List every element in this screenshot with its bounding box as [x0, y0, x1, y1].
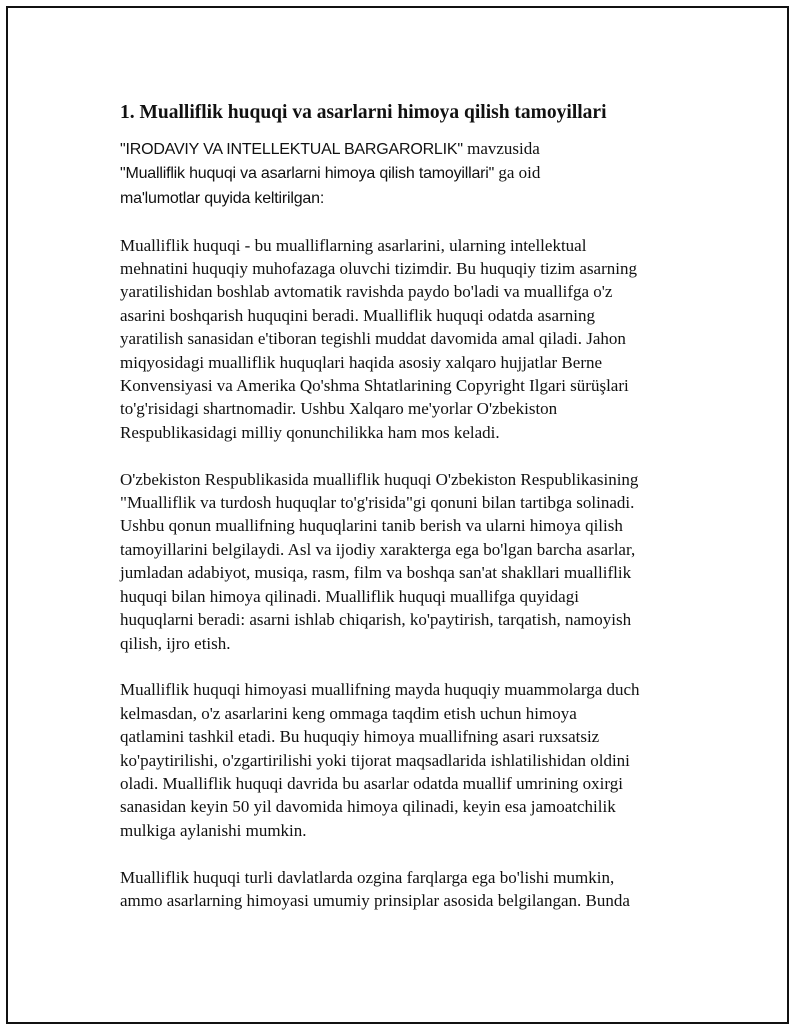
intro-line-sans: ma'lumotlar quyida keltirilgan: — [120, 189, 325, 207]
text-line: huquqlarni beradi: asarni ishlab chiqarish, ko'paytirish, tarqatish, namoyish — [120, 610, 632, 630]
intro-paragraph — [120, 137, 700, 210]
text-line: yaratilishidan boshlab avtomatik ravishda paydo bo'ladi va muallifga o'z — [120, 282, 613, 302]
text-line: Konvensiyasi va Amerika Qo'shma Shtatlarining Copyright Ilgari sürüşlari — [120, 376, 629, 396]
text-line: mulkiga aylanishi mumkin. — [120, 820, 307, 840]
text-line: to'g'risidagi shartnomadir. Ushbu Xalqaro me'yorlar O'zbekiston — [120, 399, 558, 419]
text-line: qatlamini tashkil etadi. Bu huquqiy himoya muallifning asari ruxsatsiz — [120, 727, 600, 747]
text-line: tamoyillarini belgilaydi. Asl va ijodiy xarakterga ega bo'lgan barcha asarlar, — [120, 539, 636, 559]
intro-line-sans: "IRODAVIY VA INTELLEKTUAL BARGARORLIK" — [120, 141, 463, 158]
intro-line — [120, 137, 700, 161]
text-line: kelmasdan, o'z asarlarini keng ommaga taqdim etish uchun himoya — [120, 703, 577, 723]
text-line: yaratilish sanasidan e'tiboran tegishli muddat davomida amal qiladi. Jahon — [120, 329, 626, 349]
text-line: sanasidan keyin 50 yil davomida himoya qilinadi, keyin esa jamoatchilik — [120, 797, 616, 817]
text-line: miqyosidagi mualliflik huquqlari haqida asosiy xalqaro hujjatlar Berne — [120, 352, 603, 372]
intro-line-serif: mavzusida — [462, 139, 540, 158]
page-frame — [6, 6, 789, 1024]
paragraph-uzbek-law — [120, 468, 700, 655]
text-line: mehnatini huquqiy muhofazaga oluvchi tizimdir. Bu huquqiy tizim asarning — [120, 259, 637, 279]
text-line: asarini boshqarish huquqini beradi. Mualliflik huquqi odatda asarning — [120, 305, 595, 325]
section-heading: 1. Mualliflik huquqi va asarlarni himoya qilish tamoyillari — [120, 102, 607, 123]
intro-line — [120, 161, 700, 185]
text-line: Respublikasidagi milliy qonunchilikka ham mos keladi. — [120, 422, 500, 442]
text-line: O'zbekiston Respublikasida mualliflik huquqi O'zbekiston Respublikasining — [120, 469, 639, 489]
text-line: "Mualliflik va turdosh huquqlar to'g'risida"gi qonuni bilan tartibga solinadi. — [120, 493, 635, 513]
text-line: jumladan adabiyot, musiqa, rasm, film va boshqa san'at shakllari mualliflik — [120, 563, 632, 583]
text-line: oladi. Mualliflik huquqi davrida bu asarlar odatda muallif umrining oxirgi — [120, 773, 623, 793]
document-body — [120, 100, 700, 936]
text-line: ammo asarlarning himoyasi umumiy prinsiplar asosida belgilangan. Bunda — [120, 890, 630, 910]
intro-line-sans: "Mualliflik huquqi va asarlarni himoya qilish tamoyillari" — [120, 165, 495, 183]
text-line: ko'paytirilishi, o'zgartirilishi yoki tijorat maqsadlarida ishlatilishidan oldini — [120, 750, 630, 770]
text-line: qilish, ijro etish. — [120, 633, 231, 653]
paragraph-international — [120, 866, 700, 913]
text-line: Mualliflik huquqi himoyasi muallifning mayda huquqiy muammolarga duch — [120, 680, 640, 700]
paragraph-definition — [120, 234, 700, 445]
intro-line — [120, 186, 700, 210]
text-line: Mualliflik huquqi turli davlatlarda ozgina farqlarga ega bo'lishi mumkin, — [120, 867, 615, 887]
intro-line-serif: ga oid — [494, 163, 541, 183]
text-line: huquqi bilan himoya qilinadi. Mualliflik huquqi muallifga quyidagi — [120, 586, 579, 606]
paragraph-protection — [120, 678, 700, 842]
text-line: Ushbu qonun muallifning huquqlarini tanib berish va ularni himoya qilish — [120, 516, 623, 536]
text-line: Mualliflik huquqi - bu mualliflarning asarlarini, ularning intellektual — [120, 235, 587, 255]
